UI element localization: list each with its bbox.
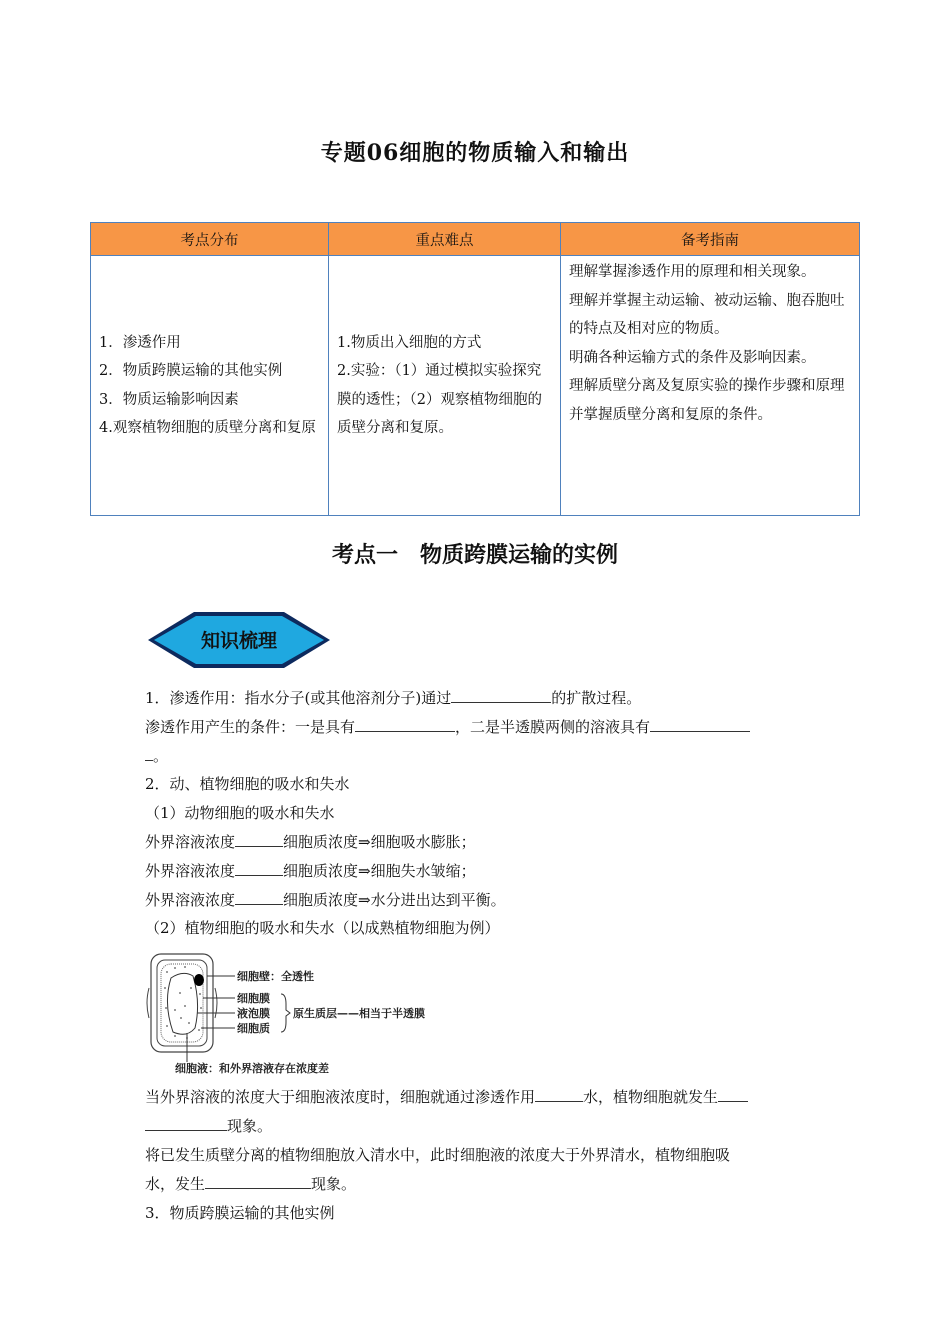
- fill-blank[interactable]: [650, 713, 750, 732]
- list-item: 明确各种运输方式的条件及影响因素。: [569, 349, 816, 366]
- badge-label: 知识梳理: [200, 630, 278, 652]
- list-item: 理解并掌握主动运输、被动运输、胞吞胞吐的特点及相对应的物质。: [569, 292, 845, 337]
- table-cell-guide: [561, 256, 860, 516]
- list-item: 3．物质运输影响因素: [99, 391, 239, 408]
- paragraph: （2）植物细胞的吸水和失水（以成熟植物细胞为例）: [145, 919, 500, 938]
- paragraph: 水，发生 现象。: [145, 1170, 815, 1199]
- paragraph: 渗透作用产生的条件：一是具有 ，二是半透膜两侧的溶液具有: [145, 713, 815, 742]
- paragraph: 2．动、植物细胞的吸水和失水: [145, 775, 350, 794]
- list-item: 1．渗透作用: [99, 334, 181, 351]
- fill-blank[interactable]: [235, 857, 283, 876]
- paragraph: 外界溶液浓度 细胞质浓度⇒细胞吸水膨胀；: [145, 828, 815, 857]
- paragraph: 。: [145, 742, 815, 771]
- knowledge-badge: [146, 609, 332, 671]
- page-title: 专题06细胞的物质输入和输出: [320, 140, 630, 166]
- plant-cell-diagram: [145, 948, 465, 1076]
- paragraph: 外界溶液浓度 细胞质浓度⇒细胞失水皱缩；: [145, 857, 815, 886]
- label-cell-membrane: 细胞膜: [237, 992, 270, 1005]
- list-item: 2．物质跨膜运输的其他实例: [99, 363, 283, 379]
- label-protoplast: 原生质层——相当于半透膜: [293, 1007, 425, 1020]
- fill-blank[interactable]: [235, 886, 283, 905]
- table-row: [91, 256, 860, 516]
- label-cell-sap: 细胞液：和外界溶液存在浓度差: [175, 1062, 329, 1075]
- table-cell-keypoints: [329, 256, 561, 516]
- paragraph: 外界溶液浓度 细胞质浓度⇒水分进出达到平衡。: [145, 886, 815, 915]
- paragraph: 3．物质跨膜运输的其他实例: [145, 1204, 335, 1222]
- table-header: 考点分布: [91, 223, 329, 256]
- list-item: 2.实验：（1）通过模拟实验探究膜的透性；（2）观察植物细胞的质壁分离和复原。: [337, 363, 542, 436]
- fill-blank[interactable]: [145, 742, 153, 761]
- table-header: 备考指南: [561, 223, 860, 256]
- knowledge-text: [145, 684, 815, 943]
- paragraph: 将已发生质壁分离的植物细胞放入清水中，此时细胞液的浓度大于外界清水，植物细胞吸: [145, 1146, 731, 1164]
- paragraph: 1．渗透作用：指水分子(或其他溶剂分子)通过 的扩散过程。: [145, 684, 815, 713]
- section-title: 考点一 物质跨膜运输的实例: [331, 542, 618, 568]
- list-item: 4.观察植物细胞的质壁分离和复原: [99, 420, 316, 436]
- label-cell-wall: 细胞壁：全透性: [237, 970, 314, 983]
- table-cell-topics: [91, 256, 329, 516]
- table-header-row: [91, 223, 860, 256]
- badge-shape: [146, 609, 332, 671]
- paragraph: 当外界溶液的浓度大于细胞液浓度时，细胞就通过渗透作用 水，植物细胞就发生: [145, 1083, 815, 1112]
- plant-cell-illustration: [145, 948, 465, 1076]
- fill-blank[interactable]: [535, 1083, 583, 1102]
- overview-table: [90, 222, 860, 516]
- label-vacuole-membrane: 液泡膜: [237, 1007, 270, 1020]
- table-header: 重点难点: [329, 223, 561, 256]
- fill-blank[interactable]: [451, 684, 551, 703]
- list-item: 理解掌握渗透作用的原理和相关现象。: [569, 264, 816, 280]
- label-cytoplasm: 细胞质: [237, 1022, 270, 1035]
- knowledge-text-continued: [145, 1083, 815, 1228]
- fill-blank[interactable]: [145, 1112, 227, 1131]
- fill-blank[interactable]: [718, 1083, 748, 1102]
- fill-blank[interactable]: [205, 1170, 311, 1189]
- list-item: 理解质壁分离及复原实验的操作步骤和原理并掌握质壁分离和复原的条件。: [569, 378, 845, 423]
- list-item: 1.物质出入细胞的方式: [337, 334, 482, 351]
- fill-blank[interactable]: [235, 828, 283, 847]
- paragraph: （1）动物细胞的吸水和失水: [145, 804, 335, 823]
- paragraph: 现象。: [145, 1112, 815, 1141]
- fill-blank[interactable]: [355, 713, 455, 732]
